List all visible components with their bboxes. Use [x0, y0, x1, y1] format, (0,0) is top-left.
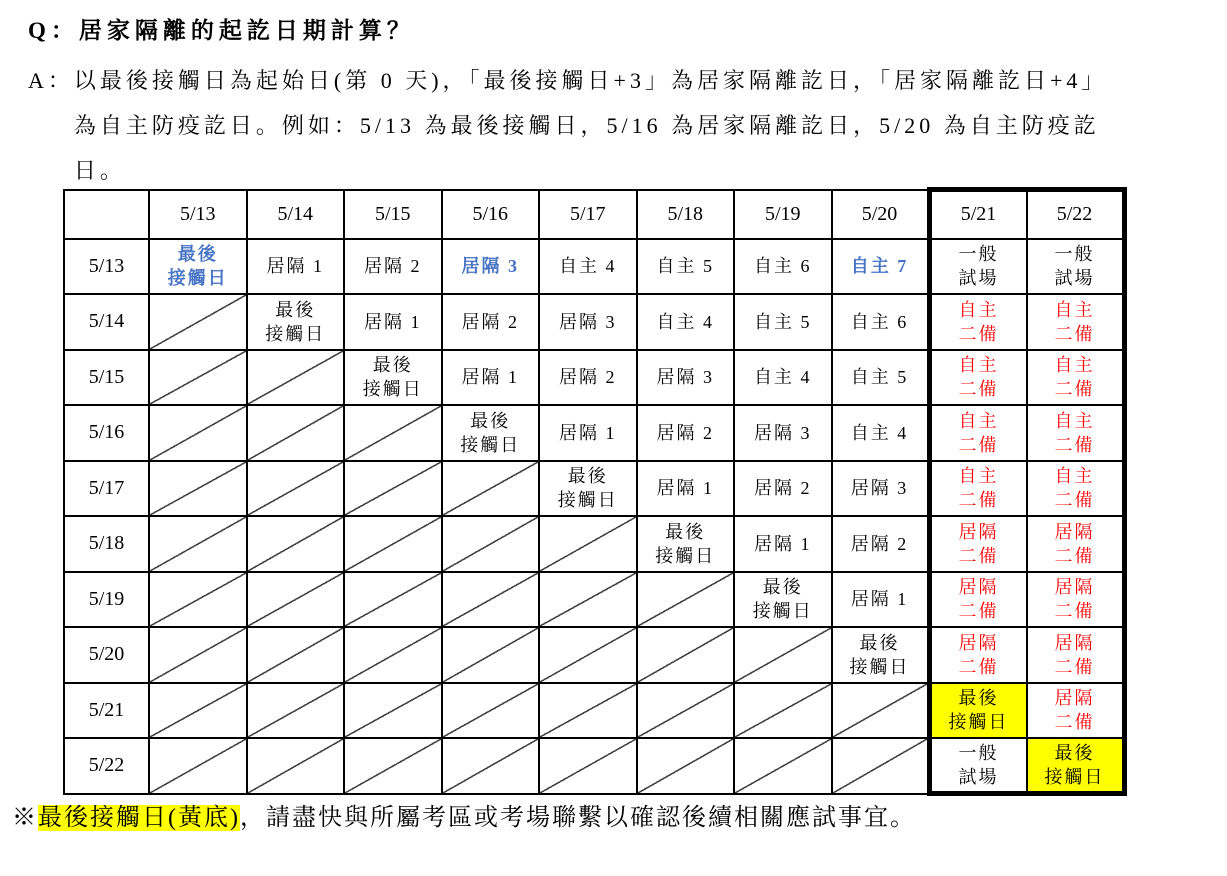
empty-slash-cell	[344, 627, 442, 683]
answer-line-3: 日。	[73, 158, 126, 183]
empty-slash-cell	[247, 627, 345, 683]
schedule-cell: 居隔 3	[637, 350, 735, 406]
quarantine-schedule-table	[63, 187, 1127, 796]
schedule-cell: 最後 接觸日	[929, 683, 1027, 739]
footnote	[12, 797, 916, 832]
row-header: 5/16	[64, 405, 149, 461]
schedule-cell: 一般 試場	[929, 239, 1027, 295]
column-header: 5/17	[539, 190, 637, 239]
schedule-cell: 居隔 2	[442, 294, 540, 350]
schedule-cell: 自主 5	[637, 239, 735, 295]
table-row	[64, 738, 1124, 794]
answer-prefix: A：	[28, 68, 74, 93]
schedule-cell: 自主 二備	[929, 405, 1027, 461]
schedule-cell: 自主 二備	[929, 461, 1027, 517]
footnote-highlight: 最後接觸日(黃底)	[38, 805, 240, 831]
schedule-cell: 最後 接觸日	[637, 516, 735, 572]
answer-line-2: 為自主防疫訖日。例如：5/13 為最後接觸日，5/16 為居家隔離訖日，5/20 為自主防疫訖	[73, 113, 1100, 138]
row-header: 5/17	[64, 461, 149, 517]
row-header: 5/22	[64, 738, 149, 794]
column-header: 5/21	[929, 190, 1027, 239]
table-row	[64, 294, 1124, 350]
schedule-cell: 自主 4	[637, 294, 735, 350]
schedule-cell: 自主 二備	[1027, 294, 1125, 350]
schedule-cell: 一般 試場	[1027, 239, 1125, 295]
schedule-cell: 最後 接觸日	[1027, 738, 1125, 794]
schedule-cell: 居隔 1	[344, 294, 442, 350]
footnote-marker: ※	[12, 805, 38, 831]
empty-slash-cell	[442, 516, 540, 572]
schedule-cell: 居隔 1	[442, 350, 540, 406]
schedule-cell: 居隔 3	[832, 461, 930, 517]
empty-slash-cell	[149, 516, 247, 572]
empty-slash-cell	[149, 350, 247, 406]
schedule-cell: 居隔 2	[734, 461, 832, 517]
schedule-cell: 一般 試場	[929, 738, 1027, 794]
schedule-cell: 最後 接觸日	[344, 350, 442, 406]
schedule-cell: 最後 接觸日	[442, 405, 540, 461]
row-header: 5/19	[64, 572, 149, 628]
schedule-cell: 自主 5	[734, 294, 832, 350]
table-row	[64, 627, 1124, 683]
empty-slash-cell	[247, 683, 345, 739]
schedule-cell: 最後 接觸日	[149, 239, 247, 295]
schedule-cell: 居隔 二備	[1027, 572, 1125, 628]
empty-slash-cell	[149, 627, 247, 683]
header-row	[64, 190, 1124, 239]
schedule-cell: 居隔 3	[442, 239, 540, 295]
empty-slash-cell	[442, 627, 540, 683]
row-header: 5/15	[64, 350, 149, 406]
schedule-cell: 居隔 二備	[1027, 627, 1125, 683]
schedule-cell: 自主 5	[832, 350, 930, 406]
row-header: 5/21	[64, 683, 149, 739]
column-header: 5/14	[247, 190, 345, 239]
empty-slash-cell	[149, 738, 247, 794]
schedule-cell: 居隔 二備	[1027, 683, 1125, 739]
schedule-cell: 最後 接觸日	[247, 294, 345, 350]
empty-slash-cell	[149, 572, 247, 628]
empty-slash-cell	[637, 683, 735, 739]
empty-slash-cell	[149, 294, 247, 350]
schedule-cell: 自主 4	[734, 350, 832, 406]
empty-slash-cell	[344, 572, 442, 628]
empty-slash-cell	[734, 683, 832, 739]
table-row	[64, 239, 1124, 295]
schedule-cell: 居隔 1	[832, 572, 930, 628]
empty-slash-cell	[149, 461, 247, 517]
column-header: 5/15	[344, 190, 442, 239]
schedule-cell: 自主 6	[734, 239, 832, 295]
schedule-cell: 居隔 1	[539, 405, 637, 461]
empty-slash-cell	[637, 627, 735, 683]
empty-slash-cell	[539, 516, 637, 572]
column-header: 5/18	[637, 190, 735, 239]
empty-slash-cell	[734, 627, 832, 683]
column-header: 5/19	[734, 190, 832, 239]
schedule-cell: 居隔 3	[734, 405, 832, 461]
empty-slash-cell	[734, 738, 832, 794]
schedule-cell: 居隔 二備	[929, 572, 1027, 628]
empty-slash-cell	[247, 405, 345, 461]
empty-slash-cell	[344, 516, 442, 572]
table-row	[64, 683, 1124, 739]
schedule-cell: 最後 接觸日	[539, 461, 637, 517]
answer-line-1: 以最後接觸日為起始日(第 0 天)，「最後接觸日+3」為居家隔離訖日，「居家隔離訖日+4」	[73, 68, 1108, 93]
schedule-cell: 居隔 1	[247, 239, 345, 295]
schedule-cell: 自主 二備	[929, 350, 1027, 406]
footnote-rest: ，請盡快與所屬考區或考場聯繫以確認後續相關應試事宜。	[239, 805, 916, 831]
table-row	[64, 572, 1124, 628]
schedule-cell: 居隔 3	[539, 294, 637, 350]
empty-slash-cell	[539, 627, 637, 683]
empty-slash-cell	[344, 683, 442, 739]
column-header: 5/20	[832, 190, 930, 239]
schedule-cell: 居隔 2	[344, 239, 442, 295]
table-row	[64, 350, 1124, 406]
empty-slash-cell	[247, 461, 345, 517]
answer-block	[28, 58, 1107, 193]
schedule-cell: 居隔 2	[539, 350, 637, 406]
empty-slash-cell	[442, 738, 540, 794]
empty-slash-cell	[832, 683, 930, 739]
schedule-cell: 居隔 1	[637, 461, 735, 517]
schedule-cell: 自主 4	[832, 405, 930, 461]
row-header: 5/13	[64, 239, 149, 295]
empty-slash-cell	[637, 572, 735, 628]
column-header: 5/16	[442, 190, 540, 239]
row-header: 5/20	[64, 627, 149, 683]
schedule-cell: 自主 7	[832, 239, 930, 295]
empty-slash-cell	[149, 405, 247, 461]
table-row	[64, 461, 1124, 517]
question-text: 居家隔離的起訖日期計算？	[78, 18, 415, 43]
schedule-cell: 居隔 2	[832, 516, 930, 572]
schedule-cell: 居隔 1	[734, 516, 832, 572]
empty-slash-cell	[247, 350, 345, 406]
corner-cell	[64, 190, 149, 239]
schedule-cell: 居隔 二備	[1027, 516, 1125, 572]
empty-slash-cell	[832, 738, 930, 794]
column-header: 5/13	[149, 190, 247, 239]
schedule-cell: 居隔 2	[637, 405, 735, 461]
empty-slash-cell	[539, 683, 637, 739]
empty-slash-cell	[539, 572, 637, 628]
empty-slash-cell	[539, 738, 637, 794]
schedule-cell: 自主 6	[832, 294, 930, 350]
empty-slash-cell	[442, 683, 540, 739]
schedule-cell: 自主 二備	[929, 294, 1027, 350]
question-prefix: Q：	[28, 18, 79, 43]
schedule-cell: 自主 二備	[1027, 461, 1125, 517]
row-header: 5/18	[64, 516, 149, 572]
empty-slash-cell	[442, 461, 540, 517]
schedule-cell: 自主 二備	[1027, 405, 1125, 461]
column-header: 5/22	[1027, 190, 1125, 239]
schedule-cell: 自主 二備	[1027, 350, 1125, 406]
schedule-cell: 最後 接觸日	[832, 627, 930, 683]
table-head	[64, 190, 1124, 239]
empty-slash-cell	[637, 738, 735, 794]
empty-slash-cell	[149, 683, 247, 739]
schedule-cell: 自主 4	[539, 239, 637, 295]
empty-slash-cell	[344, 461, 442, 517]
empty-slash-cell	[344, 738, 442, 794]
schedule-cell: 最後 接觸日	[734, 572, 832, 628]
empty-slash-cell	[344, 405, 442, 461]
empty-slash-cell	[247, 516, 345, 572]
empty-slash-cell	[247, 572, 345, 628]
schedule-cell: 居隔 二備	[929, 516, 1027, 572]
row-header: 5/14	[64, 294, 149, 350]
schedule-cell: 居隔 二備	[929, 627, 1027, 683]
question-line	[28, 12, 415, 45]
empty-slash-cell	[442, 572, 540, 628]
table-row	[64, 405, 1124, 461]
empty-slash-cell	[247, 738, 345, 794]
table-body	[64, 239, 1124, 794]
table-row	[64, 516, 1124, 572]
answer-text	[74, 58, 1107, 193]
